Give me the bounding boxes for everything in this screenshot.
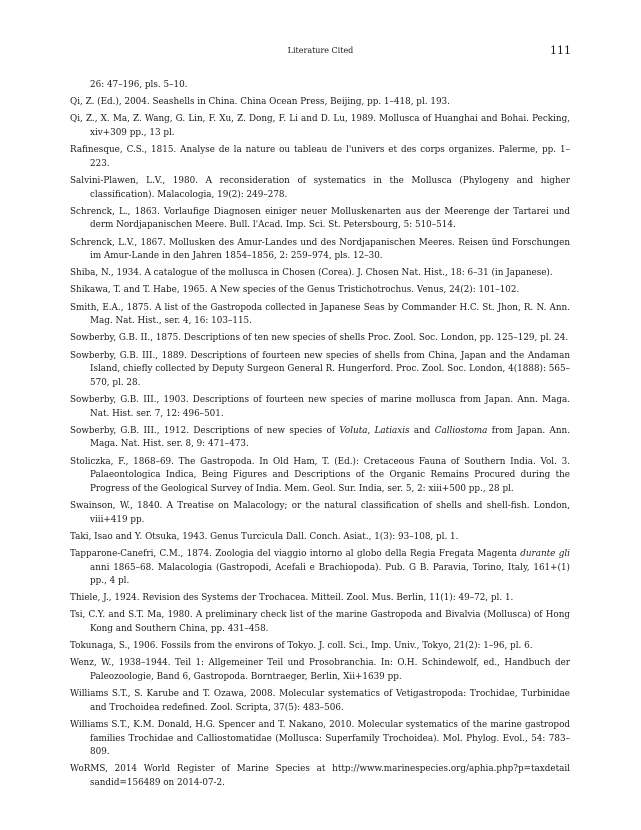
reference-entry: Sowberby, G.B. III., 1903. Descriptions of fourteen new species of marine mollusca from Japan. Ann. Maga. Nat. Hist. ser. 7, 12: 496–501. [70,395,570,419]
italic-taxon-name: Latiaxis [374,425,410,436]
reference-entry: Taki, Isao and Y. Otsuka, 1943. Genus Turcicula Dall. Conch. Asiat., 1(3): 93–108, pl. 1. [70,531,459,542]
page-number: 111 [550,44,571,57]
reference-text: and [409,425,435,436]
italic-taxon-name: durante gli [520,548,570,559]
reference-entry: Tsi, C.Y. and S.T. Ma, 1980. A preliminary check list of the marine Gastropoda and Bivalvia (Mollusca) of Hong Kong and Southern China, pp. 431–458. [70,610,570,635]
reference-entry: WoRMS, 2014 World Register of Marine Species at http://www.marinespecies.org/aphia.php?p=taxdetail sandid=156489 on 2014-07-2. [70,764,570,788]
reference-entry: Shiba, N., 1934. A catalogue of the mollusca in Chosen (Corea). J. Chosen Nat. Hist., 18: 6–31 (in Japanese). [70,268,553,279]
reference-entry: Wenz, W., 1938–1944. Teil 1: Allgemeiner Teil und Prosobranchia. In: O.H. Schindewolf, ed., Handbuch der Paleozoologie, Band 6, Gastropoda. Borntraeger, Berlin, Xii+1639 pp. [70,658,570,683]
italic-taxon-name: Calliostoma [434,425,488,436]
reference-list [70,79,570,794]
running-title: Literature Cited [287,46,354,55]
reference-entry: Qi, Z. (Ed.), 2004. Seashells in China. China Ocean Press, Beijing, pp. 1–418, pl. 193. [70,97,450,108]
reference-entry: Qi, Z., X. Ma, Z. Wang, G. Lin, F. Xu, Z. Dong, F. Li and D. Lu, 1989. Mollusca of Huanghai and Bohai. Pecking, xiv+309 pp., 13 pl. [70,114,570,138]
reference-entry: Williams S.T., K.M. Donald, H.G. Spencer and T. Nakano, 2010. Molecular systematics of the marine gastropod families Trochidae and Calliostomatidae (Mollusca: Superfamily Trochoidea). Mol. Phylog. Evol., 54: 783–809. [70,720,570,758]
reference-text: Tapparone-Canefri, C.M., 1874. Zoologia del viaggio intorno al globo della Regia Fregata Magenta [70,548,521,559]
reference-entry: Smith, E.A., 1875. A list of the Gastropoda collected in Japanese Seas by Commander H.C. St. Jhon, R. N. Ann. Mag. Nat. Hist., ser. 4, 16: 103–115. [70,302,570,327]
reference-text: , [367,425,375,436]
reference-text: from Japan. Ann. Maga. Nat. Hist. ser. 8, 9: 471–473. [90,425,571,450]
reference-entry [70,425,570,452]
reference-text: anni 1865–68. Malacologia (Gastropodi, Acefali e Brachiopoda). Pub. G B. Paravia, Torino, Italy, 161+(1) pp., 4 pl. [90,562,570,587]
reference-entry: Shikawa, T. and T. Habe, 1965. A New species of the Genus Tristichotrochus. Venus, 24(2): 101–102. [70,285,520,296]
reference-text: Sowberby, G.B. III., 1912. Descriptions of new species of [70,425,340,436]
reference-entry: Tokunaga, S., 1906. Fossils from the environs of Tokyo. J. coll. Sci., Imp. Univ., Tokyo, 21(2): 1–96, pl. 6. [70,641,533,652]
reference-entry: Salvini-Plawen, L.V., 1980. A reconsideration of systematics in the Mollusca (Phylogeny and higher classification). Malacologia, 19(2): 249–278. [70,175,570,200]
reference-entry: Schrenck, L., 1863. Vorlaufige Diagnosen einiger neuer Molluskenarten aus der Meerenge der Tartarei und derm Nordjapanischen Meere. Bull. l'Acad. Imp. Sci. St. Petersbourg, 5: 510–514. [70,206,570,231]
reference-entry: Sowberby, G.B. II., 1875. Descriptions of ten new species of shells Proc. Zool. Soc. London, pp. 125–129, pl. 24. [70,333,569,344]
reference-entry: Thiele, J., 1924. Revision des Systems der Trochacea. Mitteil. Zool. Mus. Berlin, 11(1): 49–72, pl. 1. [70,593,514,604]
reference-entry [70,548,570,589]
reference-entry: Swainson, W., 1840. A Treatise on Malacology; or the natural classification of shells and shell-fish. London, viii+419 pp. [70,500,570,525]
italic-taxon-name: Voluta [339,425,368,436]
reference-entry: Rafinesque, C.S., 1815. Analyse de la nature ou tableau de l'univers et des corps organizes. Palerme, pp. 1–223. [70,145,570,169]
page-header [0,44,641,58]
reference-entry: Williams S.T., S. Karube and T. Ozawa, 2008. Molecular systematics of Vetigastropoda: Trochidae, Turbinidae and Trochoidea redefined. Zool. Scripta, 37(5): 483–506. [70,689,570,713]
reference-entry: Sowberby, G.B. III., 1889. Descriptions of fourteen new species of shells from China, Japan and the Andaman Island, chiefly collected by Deputy Surgeon General R. Hungerford. Proc. Zool. Soc. London, 4(1888): 565–570, pl. 28. [70,350,570,388]
reference-entry: Stoliczka, F., 1868–69. The Gastropoda. In Old Ham, T. (Ed.): Cretaceous Fauna of Southern India. Vol. 3. Palaeontologica Indica, Being Figures and Descriptions of the Organic Remains Procured during the Progress of the Geological Survey of India. Mem. Geol. Sur. India, ser. 5, 2: xiii+500 pp., 28 pl. [70,456,570,494]
reference-entry: Schrenck, L.V., 1867. Mollusken des Amur-Landes und des Nordjapanischen Meeres. Reisen ünd Forschungen im Amur-Lande in den Jahren 1854–1856, 2: 259–974, pls. 12–30. [70,237,570,262]
reference-entry: 26: 47–196, pls. 5–10. [90,80,188,90]
